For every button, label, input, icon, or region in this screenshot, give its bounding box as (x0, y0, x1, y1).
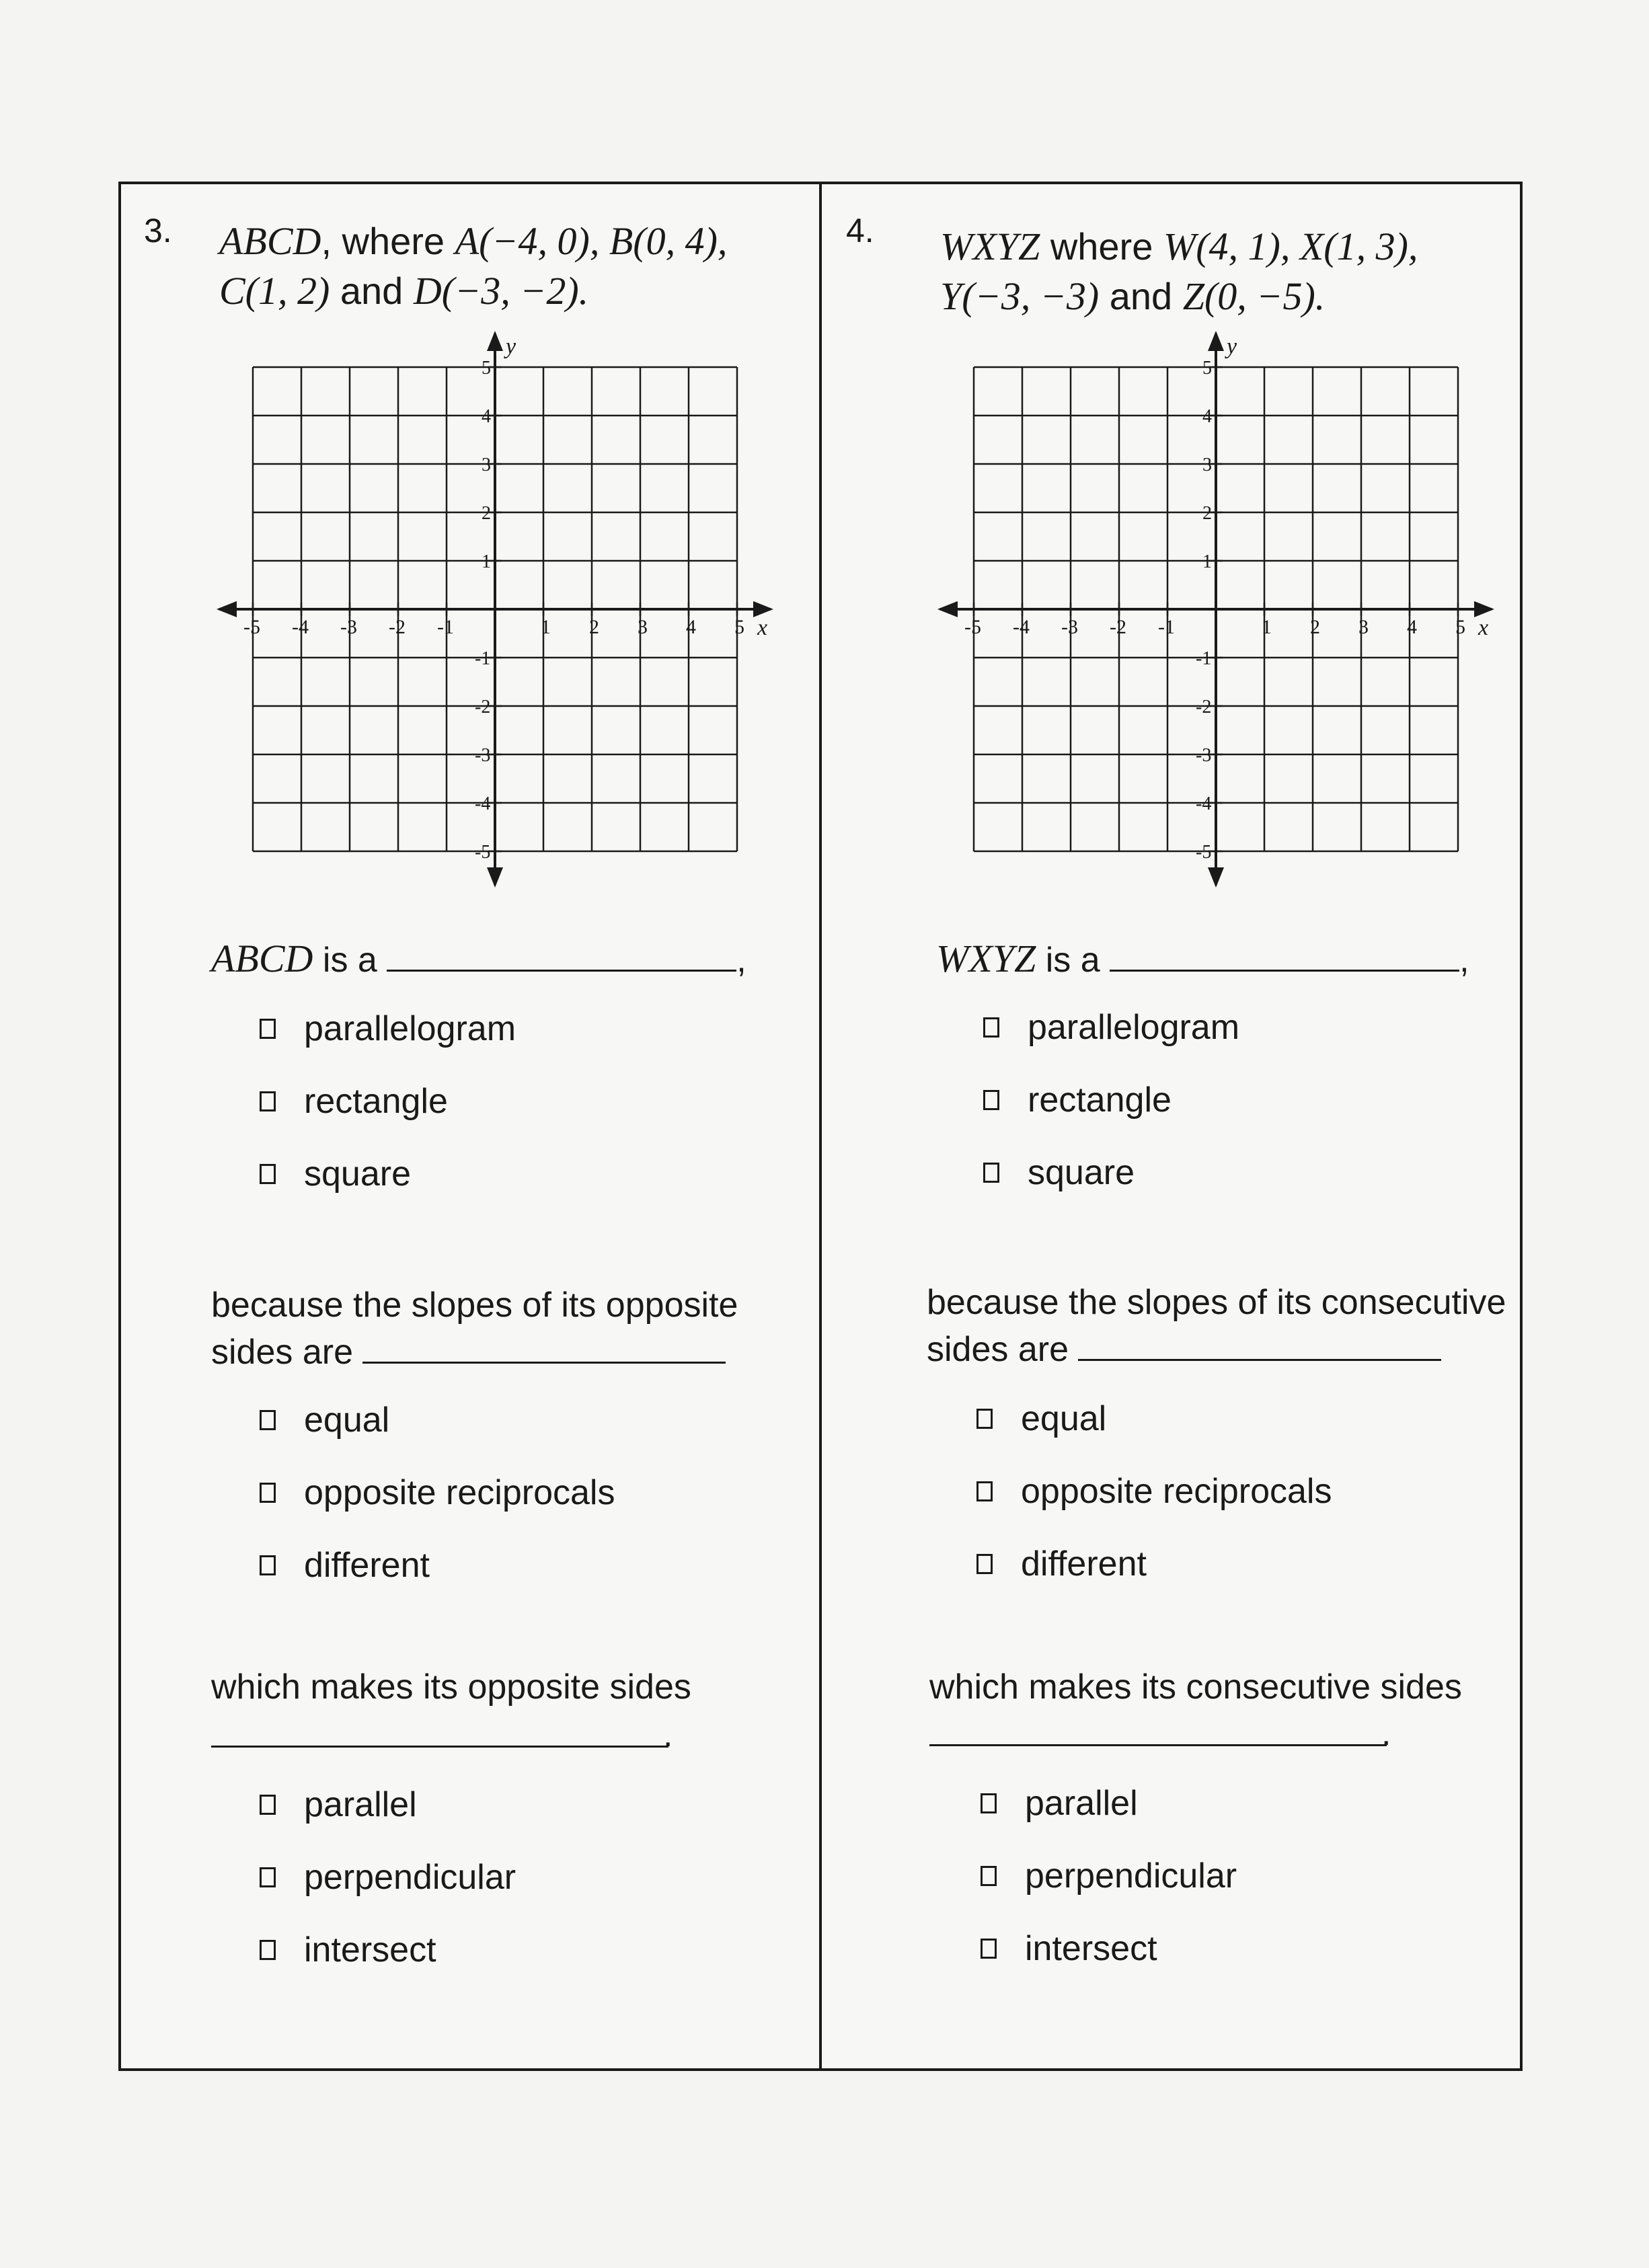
checkbox[interactable] (981, 1866, 997, 1886)
slope-options (260, 1384, 615, 1602)
x-tick-label: -1 (1158, 616, 1175, 638)
y-tick-label: 4 (482, 406, 491, 427)
checkbox[interactable] (976, 1554, 993, 1574)
y-tick-label: 1 (1202, 551, 1212, 572)
problem-number: 4. (846, 212, 874, 249)
problem-4-panel (819, 184, 1520, 2068)
y-tick-label: 5 (482, 358, 491, 379)
text: sides are (927, 1330, 1069, 1369)
x-tick-label: 1 (1262, 616, 1272, 638)
checkbox[interactable] (260, 1019, 276, 1039)
option-label: intersect (304, 1930, 436, 1969)
x-axis-label: x (757, 615, 768, 640)
y-tick-label: -3 (1196, 745, 1212, 766)
text: because the slopes of its opposite (211, 1286, 738, 1325)
shape-statement (936, 936, 1469, 981)
y-axis-arrow-down (1208, 867, 1224, 888)
x-axis-label: x (1478, 615, 1489, 640)
y-tick-label: -4 (475, 793, 491, 814)
option-label: parallel (1025, 1784, 1138, 1823)
vertices-1: W(4, 1), X(1, 3), (1163, 225, 1418, 268)
vertex-d: D(−3, −2). (413, 269, 589, 313)
option-opposite-reciprocals[interactable] (976, 1455, 1332, 1528)
x-tick-label: -2 (389, 616, 406, 638)
coordinate-grid[interactable] (933, 323, 1489, 972)
shape-options (983, 991, 1239, 1209)
option-square[interactable] (260, 1138, 516, 1210)
vertices-1: A(−4, 0), B(0, 4), (455, 219, 728, 263)
option-label: parallel (304, 1785, 417, 1824)
y-axis-arrow-down (487, 867, 503, 888)
option-label: square (304, 1155, 411, 1194)
y-tick-label: -2 (475, 697, 491, 717)
option-label: perpendicular (1025, 1856, 1237, 1895)
option-intersect[interactable] (981, 1912, 1237, 1985)
x-tick-label: 4 (1407, 616, 1417, 638)
x-tick-label: -1 (437, 616, 454, 638)
option-label: opposite reciprocals (1021, 1472, 1332, 1511)
y-tick-label: 4 (1202, 406, 1212, 427)
period: . (1381, 1714, 1391, 1753)
y-tick-label: 2 (1202, 503, 1212, 524)
y-tick-label: 1 (482, 551, 491, 572)
vertex-z: Z(0, −5). (1182, 274, 1326, 318)
which-text: which makes its opposite sides (211, 1668, 691, 1707)
x-tick-label: -4 (1013, 616, 1030, 638)
text: is a (313, 941, 377, 980)
x-tick-label: 3 (1358, 616, 1369, 638)
slope-options (976, 1382, 1332, 1600)
checkbox[interactable] (260, 1940, 276, 1960)
option-square[interactable] (983, 1136, 1239, 1209)
text: , (736, 941, 746, 980)
option-parallel[interactable] (981, 1767, 1237, 1840)
answer-blank[interactable] (1078, 1352, 1441, 1361)
x-tick-label: 5 (734, 616, 744, 638)
checkbox[interactable] (981, 1939, 997, 1959)
option-label: different (304, 1546, 430, 1585)
coordinate-grid[interactable] (213, 323, 768, 972)
option-parallel[interactable] (260, 1768, 516, 1841)
x-tick-label: 3 (638, 616, 648, 638)
vertex-y: Y(−3, −3) (940, 274, 1100, 318)
x-tick-label: 5 (1455, 616, 1465, 638)
option-rectangle[interactable] (260, 1065, 516, 1138)
y-tick-label: -5 (1196, 842, 1212, 863)
option-opposite-reciprocals[interactable] (260, 1456, 615, 1529)
option-label: equal (1021, 1399, 1107, 1438)
shape-name: ABCD (211, 937, 313, 980)
y-tick-label: -5 (475, 842, 491, 863)
checkbox[interactable] (983, 1090, 999, 1110)
y-axis-label: y (506, 334, 516, 359)
x-tick-label: 1 (541, 616, 551, 638)
checkbox[interactable] (260, 1483, 276, 1503)
checkbox[interactable] (981, 1793, 997, 1813)
text: and (1099, 275, 1183, 317)
checkbox[interactable] (983, 1017, 999, 1038)
text: and (330, 270, 414, 312)
problem-3-panel (121, 184, 819, 2068)
text: , where (321, 220, 455, 262)
option-different[interactable] (260, 1529, 615, 1602)
y-tick-label: -2 (1196, 697, 1212, 717)
text: , (1459, 941, 1469, 980)
shape-name: WXYZ (936, 937, 1036, 980)
x-tick-label: 4 (686, 616, 696, 638)
because-text (211, 1282, 738, 1376)
x-axis-arrow-left (937, 601, 958, 617)
y-axis-arrow-up (487, 331, 503, 351)
answer-blank[interactable] (211, 1746, 668, 1748)
problem-statement (219, 217, 727, 316)
x-tick-label: -3 (340, 616, 357, 638)
answer-blank[interactable] (1110, 963, 1459, 972)
y-tick-label: 3 (482, 455, 491, 475)
x-tick-label: -5 (964, 616, 981, 638)
problem-statement (940, 222, 1418, 321)
option-parallelogram[interactable] (260, 992, 516, 1065)
side-options (981, 1767, 1237, 1985)
x-tick-label: 2 (1310, 616, 1320, 638)
y-tick-label: 5 (1202, 358, 1212, 379)
worksheet (118, 182, 1523, 2071)
which-text: which makes its consecutive sides (929, 1668, 1462, 1707)
checkbox[interactable] (976, 1481, 993, 1501)
coordinate-grid-svg[interactable] (213, 323, 768, 968)
text: is a (1036, 941, 1100, 980)
option-equal[interactable] (976, 1382, 1332, 1455)
x-tick-label: 2 (589, 616, 599, 638)
vertex-c: C(1, 2) (219, 269, 330, 313)
y-axis-label: y (1227, 334, 1237, 359)
x-axis-arrow-left (217, 601, 237, 617)
option-intersect[interactable] (260, 1914, 516, 1986)
option-perpendicular[interactable] (981, 1840, 1237, 1912)
option-label: rectangle (304, 1082, 448, 1121)
x-tick-label: -3 (1061, 616, 1078, 638)
option-equal[interactable] (260, 1384, 615, 1456)
answer-blank[interactable] (387, 963, 736, 972)
answer-blank[interactable] (362, 1355, 726, 1364)
checkbox[interactable] (260, 1164, 276, 1184)
shape-statement (211, 936, 746, 981)
option-label: perpendicular (304, 1858, 516, 1897)
text: sides are (211, 1333, 353, 1372)
x-tick-label: -4 (292, 616, 309, 638)
shape-name: ABCD (219, 219, 321, 263)
problem-number: 3. (144, 212, 172, 249)
option-label: square (1028, 1153, 1135, 1192)
checkbox[interactable] (976, 1409, 993, 1429)
y-tick-label: 2 (482, 503, 491, 524)
period: . (663, 1715, 673, 1754)
checkbox[interactable] (260, 1795, 276, 1815)
y-axis-arrow-up (1208, 331, 1224, 351)
option-label: opposite reciprocals (304, 1473, 615, 1512)
option-label: intersect (1025, 1929, 1157, 1968)
y-tick-label: -1 (1196, 648, 1212, 669)
checkbox[interactable] (260, 1555, 276, 1575)
y-tick-label: -4 (1196, 793, 1212, 814)
text: because the slopes of its consecutive (927, 1283, 1506, 1322)
x-tick-label: -5 (243, 616, 260, 638)
checkbox[interactable] (983, 1163, 999, 1183)
checkbox[interactable] (260, 1867, 276, 1887)
shape-options (260, 992, 516, 1210)
shape-name: WXYZ (940, 225, 1040, 268)
option-label: rectangle (1028, 1081, 1172, 1120)
x-tick-label: -2 (1110, 616, 1126, 638)
option-label: parallelogram (304, 1009, 516, 1048)
option-label: parallelogram (1028, 1008, 1240, 1047)
option-perpendicular[interactable] (260, 1841, 516, 1914)
y-tick-label: -3 (475, 745, 491, 766)
side-options (260, 1768, 516, 1986)
y-tick-label: -1 (475, 648, 491, 669)
y-tick-label: 3 (1202, 455, 1212, 475)
answer-blank[interactable] (929, 1744, 1387, 1746)
option-label: equal (304, 1401, 390, 1440)
checkbox[interactable] (260, 1410, 276, 1430)
option-different[interactable] (976, 1528, 1332, 1600)
option-parallelogram[interactable] (983, 991, 1239, 1064)
option-rectangle[interactable] (983, 1064, 1239, 1136)
coordinate-grid-svg[interactable] (933, 323, 1489, 968)
text: where (1040, 225, 1163, 268)
option-label: different (1021, 1544, 1147, 1583)
checkbox[interactable] (260, 1091, 276, 1111)
because-text (927, 1279, 1506, 1373)
